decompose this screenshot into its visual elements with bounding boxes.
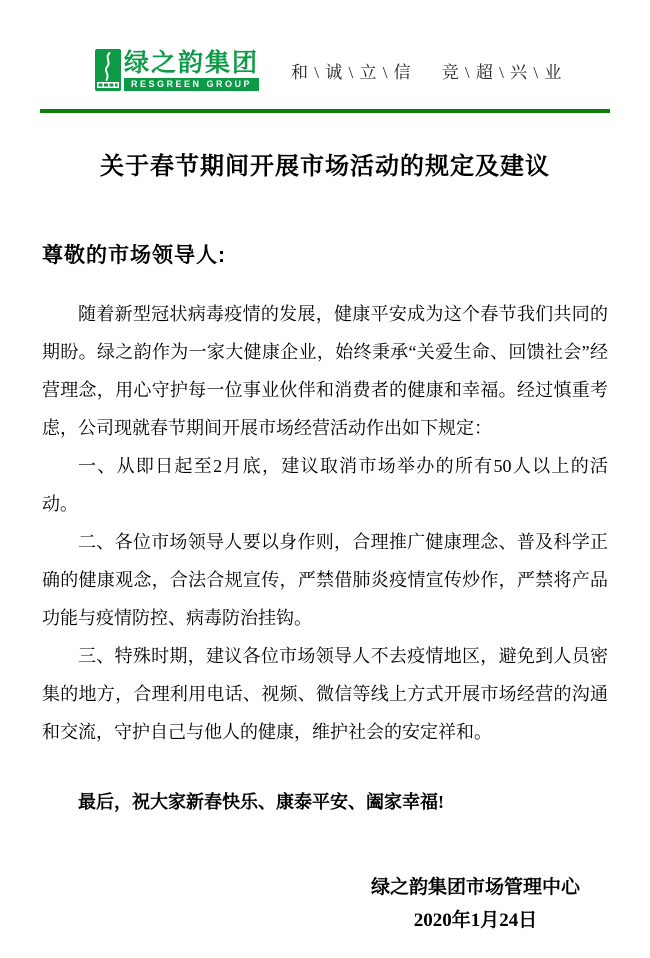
body-paragraph-intro: 随着新型冠状病毒疫情的发展，健康平安成为这个春节我们共同的期盼。绿之韵作为一家大健康企业，始终秉承“关爱生命、回馈社会”经营理念，用心守护每一位事业伙伴和消费者的健康和幸福。经过慎重考虑，公司现就春节期间开展市场经营活动作出如下规定： xyxy=(42,304,608,438)
body-paragraph-rule-3: 三、特殊时期，建议各位市场领导人不去疫情地区，避免到人员密集的地方，合理利用电话、视频、微信等线上方式开展市场经营的沟通和交流，守护自己与他人的健康，维护社会的安定祥和。 xyxy=(42,646,608,742)
slogan-left: 和 \ 诚 \ 立 \ 信 xyxy=(291,62,412,82)
document-body xyxy=(42,295,608,751)
salutation: 尊敬的市场领导人: xyxy=(42,244,226,267)
letterhead-divider xyxy=(40,109,610,113)
body-paragraph-rule-1: 一、从即日起至2月底，建议取消市场举办的所有50人以上的活动。 xyxy=(42,456,608,514)
logo-text xyxy=(124,49,259,91)
logo-company-name-cn: 绿之韵集团 xyxy=(124,49,260,77)
slogan-right: 竞 \ 超 \ 兴 \ 业 xyxy=(441,62,563,82)
closing-wish: 最后，祝大家新春快乐、康泰平安、阖家幸福! xyxy=(78,792,444,812)
company-logo xyxy=(95,49,259,91)
signature-block xyxy=(371,871,580,937)
body-paragraph-rule-2: 二、各位市场领导人要以身作则，合理推广健康理念、普及科学正确的健康观念，合法合规宣传，严禁借肺炎疫情宣传炒作，严禁将产品功能与疫情防控、病毒防治挂钩。 xyxy=(42,532,608,628)
signature-department: 绿之韵集团市场管理中心 xyxy=(370,877,580,898)
logo-company-name-en: RESGREEN GROUP xyxy=(124,78,259,91)
signature-date: 2020年1月24日 xyxy=(413,910,538,931)
document-title: 关于春节期间开展市场活动的规定及建议 xyxy=(100,153,550,180)
company-slogans xyxy=(259,58,562,83)
resgreen-figure-icon xyxy=(95,49,121,91)
letterhead xyxy=(95,48,608,92)
